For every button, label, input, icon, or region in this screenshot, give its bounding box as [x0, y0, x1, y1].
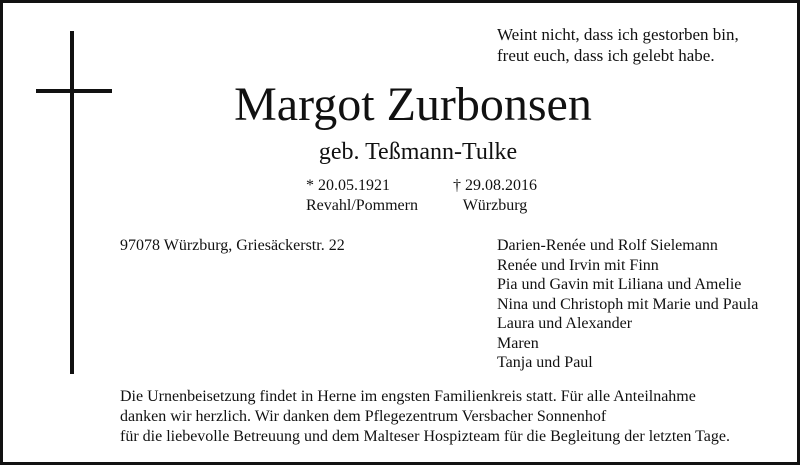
deceased-name: Margot Zurbonsen	[234, 78, 592, 131]
maiden-name: geb. Teßmann-Tulke	[318, 139, 518, 165]
family-member: Laura und Alexander	[497, 315, 633, 332]
closing-line: Die Urnenbeisetzung findet in Herne im engsten Familienkreis statt. Für alle Anteilnahme	[120, 388, 696, 405]
closing-text	[120, 387, 730, 447]
family-member: Maren	[497, 334, 539, 352]
birth-place: Revahl/Pommern	[306, 197, 418, 214]
quote	[497, 24, 739, 66]
family-member: Pia und Gavin mit Liliana und Amelie	[497, 276, 742, 293]
quote-line: Weint nicht, dass ich gestorben bin,	[497, 25, 739, 44]
death-info	[453, 176, 537, 216]
address: 97078 Würzburg, Griesäckerstr. 22	[120, 237, 345, 254]
family-member: Darien-Renée und Rolf Sielemann	[497, 237, 718, 254]
family-member: Renée und Irvin mit Finn	[497, 256, 659, 274]
birth-date: * 20.05.1921	[306, 177, 390, 194]
death-place: Würzburg	[462, 197, 528, 214]
closing-line: für die liebevolle Betreuung und dem Malteser Hospizteam für die Begleitung der letzten Tage.	[120, 428, 730, 445]
closing-line: danken wir herzlich. Wir danken dem Pflegezentrum Versbacher Sonnenhof	[120, 408, 607, 425]
family-member: Tanja und Paul	[497, 354, 593, 371]
family-member: Nina und Christoph mit Marie und Paula	[497, 295, 759, 313]
family-list	[497, 236, 758, 373]
quote-line: freut euch, dass ich gelebt habe.	[497, 46, 715, 65]
birth-info	[306, 176, 418, 216]
death-date: † 29.08.2016	[453, 177, 537, 194]
